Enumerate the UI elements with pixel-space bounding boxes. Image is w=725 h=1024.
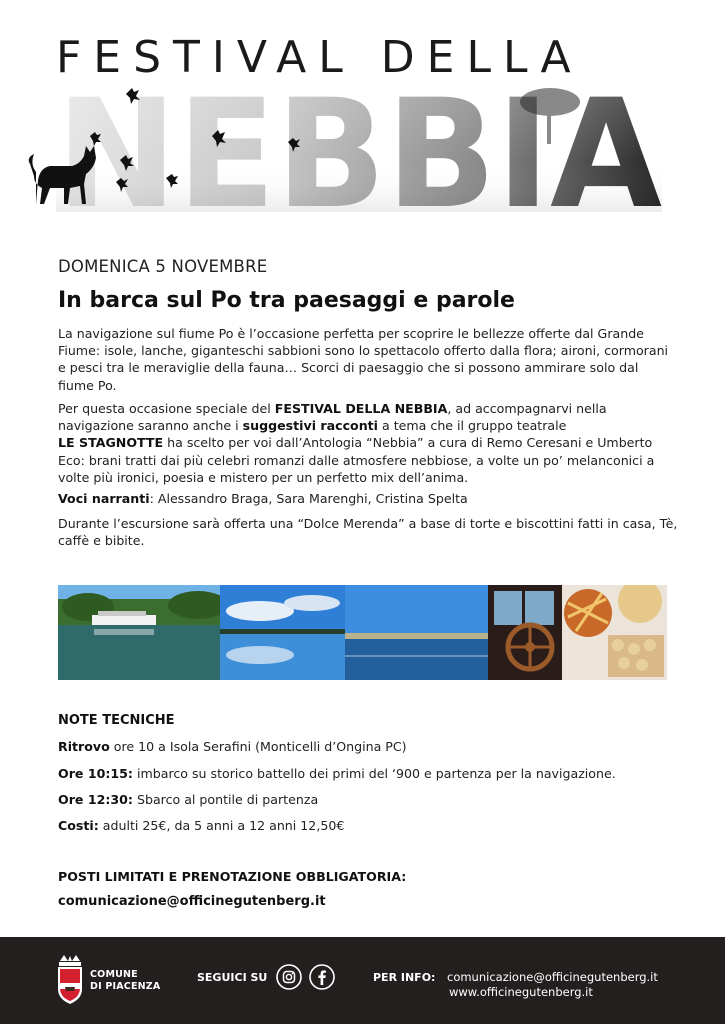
voci-narranti-label: Voci narranti [58, 491, 150, 506]
voci-narranti [58, 490, 678, 507]
facebook-icon[interactable] [309, 964, 335, 990]
photo-strip [58, 585, 667, 680]
description-paragraph-4: Durante l’escursione sarà offerta una “Dolce Merenda” a base di torte e biscottini fatti in casa, Tè, caffè e bibite. [58, 516, 678, 549]
event-title: In barca sul Po tra paesaggi e parole [58, 288, 515, 313]
note-imbarco [58, 766, 678, 781]
note-text: Sbarco al pontile di partenza [132, 792, 319, 807]
photo-river-sandbank [345, 585, 488, 680]
description-paragraph-2 [58, 400, 678, 486]
booking-label: POSTI LIMITATI E PRENOTAZIONE OBBLIGATORIA: [58, 869, 407, 884]
le-stagnotte-bold: LE STAGNOTTE [58, 435, 164, 451]
note-label: Ritrovo [58, 739, 110, 754]
booking-email-link[interactable]: comunicazione@officinegutenberg.it [58, 894, 326, 909]
note-sbarco [58, 792, 678, 807]
photo-sky-reflection [220, 585, 345, 680]
voci-narranti-names: : Alessandro Braga, Sara Marenghi, Cristina Spelta [149, 491, 468, 506]
event-date: DOMENICA 5 NOVEMBRE [58, 257, 268, 276]
comune-label [90, 969, 160, 993]
p2-text-a: Per questa occasione speciale del [58, 401, 275, 416]
footer-website-link[interactable]: www.officinegutenberg.it [449, 985, 593, 999]
notes-title: NOTE TECNICHE [58, 713, 175, 728]
p2-text-c: , ad accompagnarvi nella navigazione saranno anche i [58, 401, 607, 434]
festival-name-bold: FESTIVAL DELLA NEBBIA [274, 401, 448, 416]
festival-title-top: FESTIVAL DELLA [56, 32, 583, 83]
note-label: Costi: [58, 818, 99, 833]
photo-boat-river [58, 585, 220, 680]
p2-text-e: a tema che il gruppo teatrale [378, 418, 567, 434]
p2-text-g: ha scelto per voi dall’Antologia “Nebbia” a cura di Remo Ceresani e Umberto Eco: brani tratti dai più celebri romanzi dalle atmosfere nebbiose, a volte un po’ melanconici a volte più ironici, poesia e mistero per un perfetto mix dell’anima. [58, 435, 655, 485]
footer [0, 937, 725, 1024]
note-costi [58, 818, 678, 833]
note-label: Ore 10:15: [58, 766, 133, 781]
comune-crest-icon [56, 955, 84, 1005]
photo-ship-wheel [488, 585, 562, 680]
comune-line-2: DI PIACENZA [90, 981, 161, 992]
seguici-label: SEGUICI SU [197, 971, 268, 984]
note-ritrovo [58, 739, 678, 754]
note-text: adulti 25€, da 5 anni a 12 anni 12,50€ [98, 818, 345, 833]
description-paragraph-1: La navigazione sul fiume Po è l’occasione perfetta per scoprire le bellezze offerte dal Grande Fiume: isole, lanche, giganteschi sabbioni sono lo spettacolo offerto dalla flora; aironi, cormorani e pesci tra le meraviglie della fauna… Scorci di paesaggio che si possono ammirare solo dal fiume Po. [58, 326, 669, 393]
footer-email-link[interactable]: comunicazione@officinegutenberg.it [447, 970, 658, 984]
suggestivi-racconti-bold: suggestivi racconti [242, 418, 378, 434]
note-label: Ore 12:30: [58, 792, 133, 807]
photo-cakes-biscuits [562, 585, 667, 680]
note-text: imbarco su storico battello dei primi del ‘900 e partenza per la navigazione. [132, 766, 616, 781]
note-text: ore 10 a Isola Serafini (Monticelli d’Ongina PC) [109, 739, 407, 754]
comune-line-1: COMUNE [90, 969, 138, 980]
nebbia-title-artwork [28, 84, 668, 216]
per-info-label: PER INFO: [373, 971, 436, 984]
instagram-icon[interactable] [276, 964, 302, 990]
